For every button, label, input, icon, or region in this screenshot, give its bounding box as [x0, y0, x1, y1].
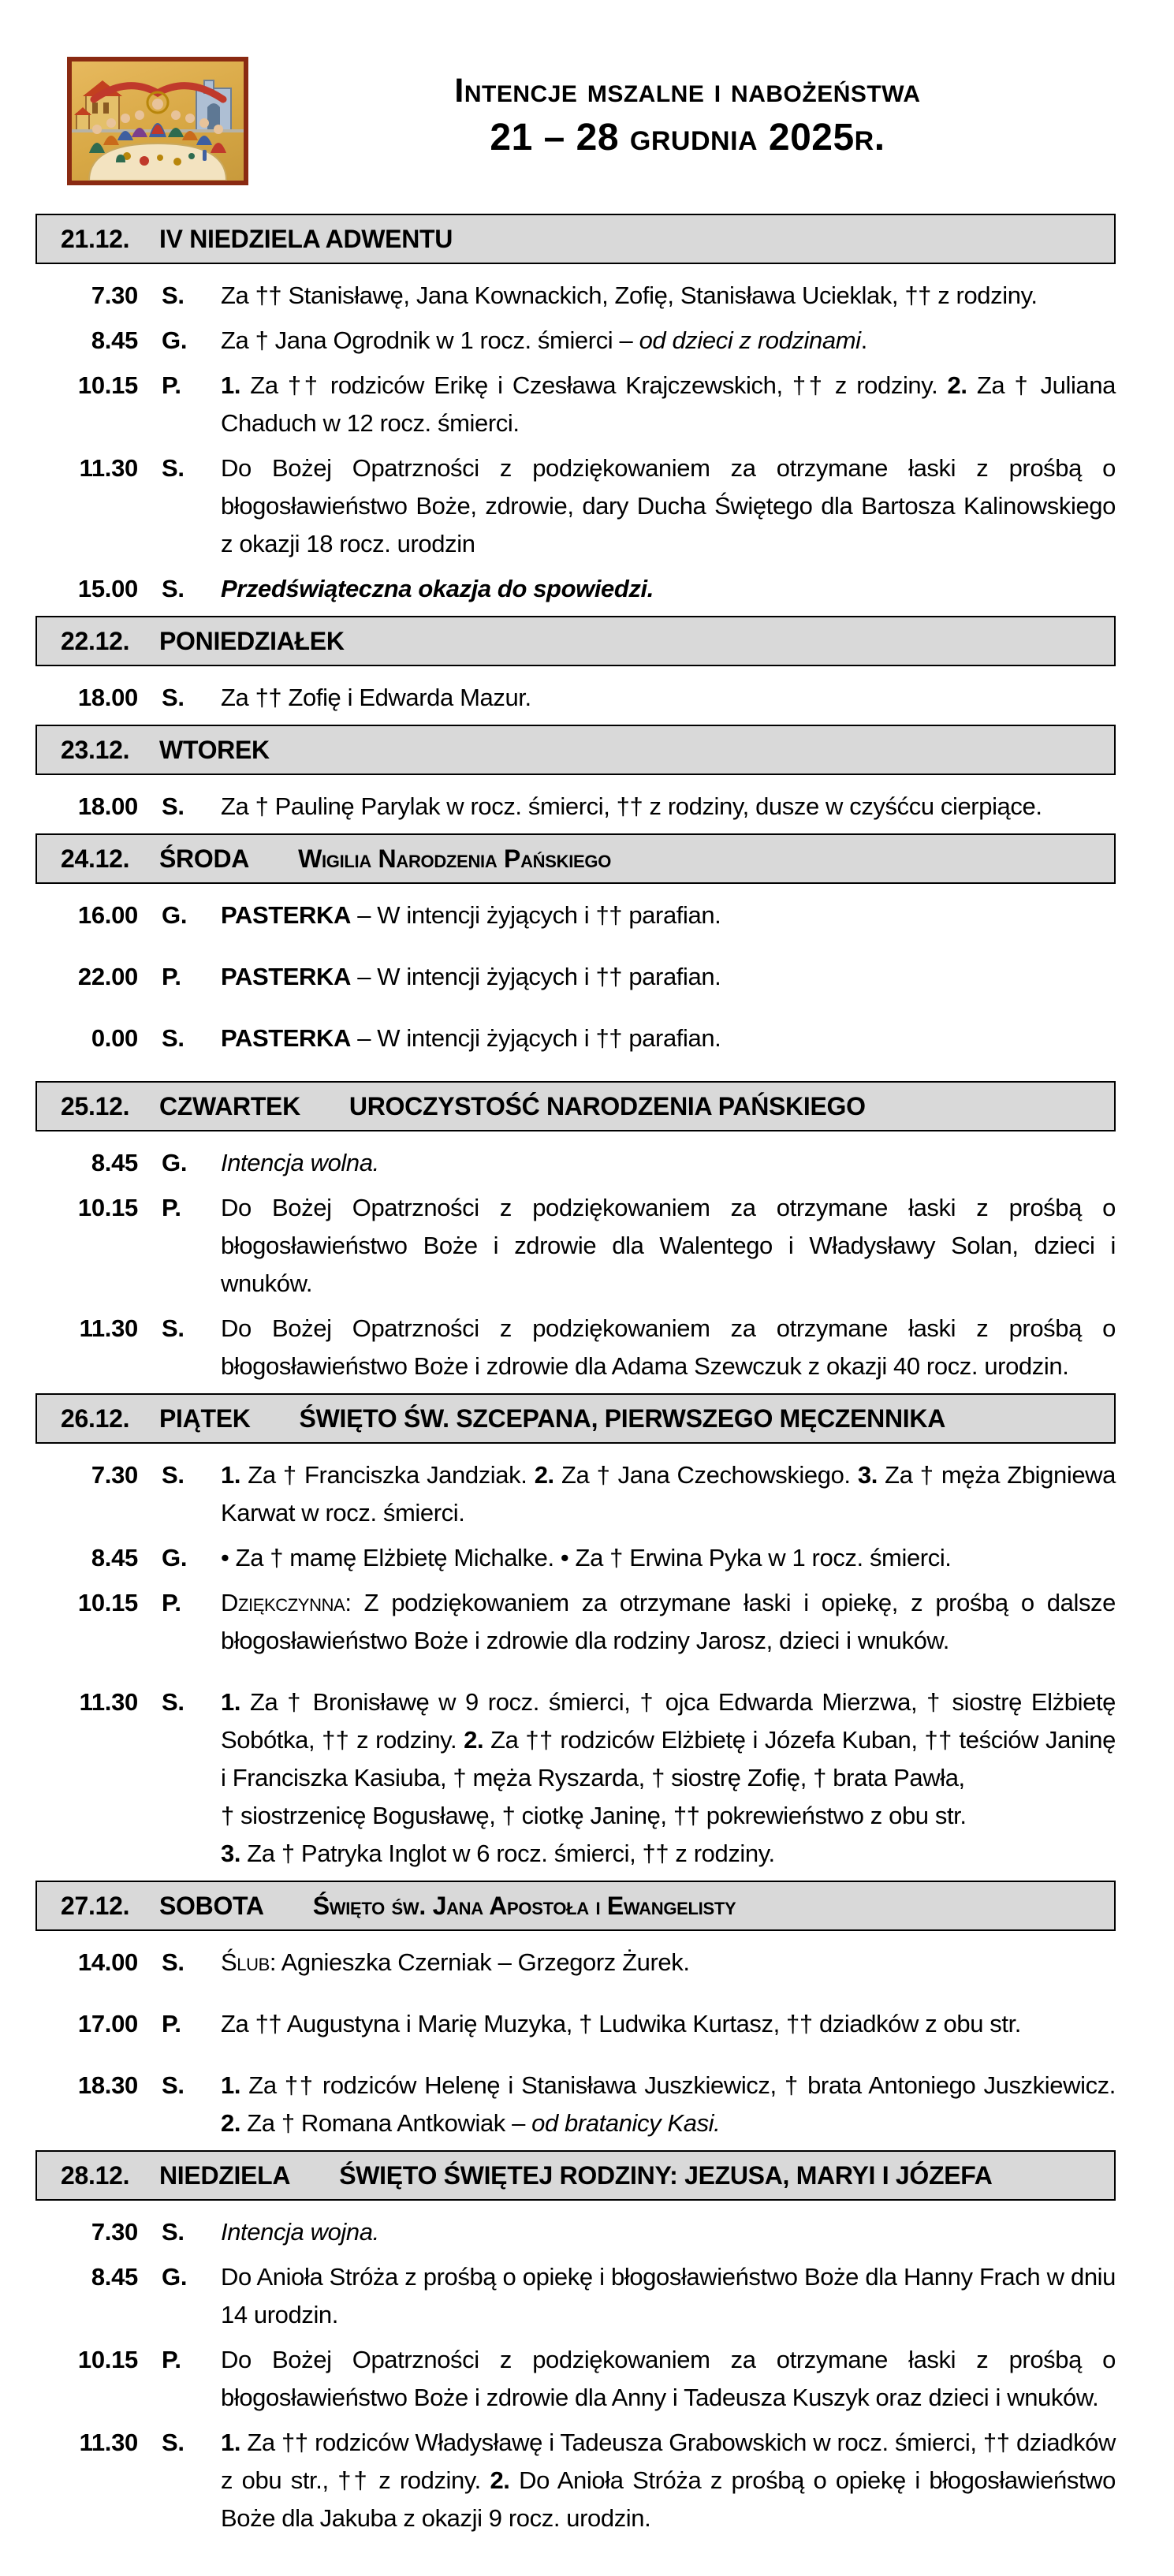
day-title: [159, 844, 611, 874]
mass-time: 18.00: [77, 684, 138, 711]
text-segment: ŚWIĘTO ŚW. SZCEPANA, PIERWSZEGO MĘCZENNIKA: [299, 1404, 946, 1433]
mass-time: 10.15: [77, 1194, 138, 1221]
priest-code: G.: [162, 1544, 188, 1571]
bulletin-date-range: 21 – 28 grudnia 2025r.: [490, 117, 885, 159]
mass-time: 7.30: [91, 1461, 138, 1489]
bulletin-title: Intencje mszalne i nabożeństwa: [454, 72, 921, 110]
day-date: 28.12.: [61, 2160, 130, 2190]
intention-text: [221, 1310, 1116, 1385]
priest-code: S.: [162, 1948, 184, 1976]
priest-code: P.: [162, 2346, 181, 2373]
intention-text: [221, 2213, 1116, 2251]
text-segment: PIĄTEK: [159, 1404, 251, 1433]
intention-text: [221, 570, 1116, 608]
priest-code: S.: [162, 2218, 184, 2246]
day-section: [35, 616, 1116, 717]
text-segment: Do Bożej Opatrzności z podziękowaniem za otrzymane łaski z prośbą o błogosławieństwo Boże i zdrowie dla Anny i Tadeusza Kuszyk oraz dzieci i wnuków.: [221, 2346, 1116, 2411]
intention-row: [35, 2258, 1116, 2334]
mass-time: 7.30: [91, 2218, 138, 2246]
day-header: [35, 214, 1116, 264]
intention-text: [221, 2424, 1116, 2537]
day-section: [35, 1081, 1116, 1385]
text-segment: Za † Franciszka Jandziak.: [240, 1461, 535, 1489]
text-segment: ŚWIĘTO ŚWIĘTEJ RODZINY: JEZUSA, MARYI I JÓZEFA: [339, 2160, 993, 2190]
text-segment: WTOREK: [159, 735, 270, 764]
text-segment: – W intencji żyjących i †† parafian.: [351, 963, 721, 990]
text-segment: : Z podziękowaniem za otrzymane łaski i opiekę, z prośbą o dalsze błogosławieństwo Boże i zdrowie dla rodziny Jarosz, dzieci i wnuków.: [221, 1589, 1116, 1654]
text-segment: 1.: [221, 2429, 241, 2456]
last-supper-icon: [67, 57, 248, 185]
day-title: [159, 2161, 993, 2190]
text-segment: Dziękczynna: [221, 1589, 345, 1616]
day-header: [35, 1081, 1116, 1131]
text-segment: 3.: [221, 1840, 241, 1867]
schedule: [0, 214, 1174, 2576]
intention-row: [35, 2424, 1116, 2537]
intention-text: [221, 958, 1116, 996]
intention-row: [35, 277, 1116, 315]
intention-text: [221, 1683, 1116, 1873]
day-title: [159, 1404, 945, 1433]
intention-text: [221, 1456, 1116, 1532]
priest-code: P.: [162, 371, 181, 399]
day-title: [159, 1892, 736, 1921]
day-date: 23.12.: [61, 735, 130, 764]
text-segment: Ślub: [221, 1948, 270, 1976]
day-header: [35, 1881, 1116, 1931]
text-segment: Intencja wolna.: [221, 1149, 379, 1176]
text-segment: 2.: [947, 371, 967, 399]
text-segment: Przedświąteczna okazja do spowiedzi.: [221, 575, 654, 602]
day-header: [35, 725, 1116, 775]
intention-row: [35, 570, 1116, 608]
text-segment: NIEDZIELA: [159, 2160, 291, 2190]
text-segment: ŚRODA: [159, 844, 250, 873]
text-segment: od dzieci z rodzinami: [639, 326, 861, 354]
priest-code: P.: [162, 2010, 181, 2037]
text-segment: Intencja wojna.: [221, 2218, 379, 2246]
day-date: 24.12.: [61, 844, 130, 873]
text-segment: Za † Bronisławę w 9 rocz. śmierci, † ojca Edwarda Mierzwa, † siostrę Elżbietę Sobótka, †† z rodziny.: [221, 1688, 1116, 1754]
day-section: [35, 1881, 1116, 2142]
text-segment: Za †† rodziców Elżbietę i Józefa Kuban, †† teściów Janinę i Franciszka Kasiuba, † męża Ryszarda, † siostrę Zofię, † brata Pawła,: [221, 1726, 1116, 1791]
day-date: 27.12.: [61, 1891, 130, 1920]
priest-code: S.: [162, 792, 184, 820]
intention-text: [221, 1584, 1116, 1660]
mass-time: 8.45: [91, 1149, 138, 1176]
intention-row: [35, 2213, 1116, 2251]
text-segment: Do Bożej Opatrzności z podziękowaniem za otrzymane łaski z prośbą o błogosławieństwo Boże i zdrowie dla Walentego i Władysławy Solan, dzieci i wnuków.: [221, 1194, 1116, 1297]
text-segment: – W intencji żyjących i †† parafian.: [351, 1024, 721, 1052]
intention-text: [221, 2341, 1116, 2417]
text-segment: Do Anioła Stróża z prośbą o opiekę i błogosławieństwo Boże dla Hanny Frach w dniu 14 urodzin.: [221, 2263, 1116, 2328]
text-segment: • Za † mamę Elżbietę Michalke. • Za † Erwina Pyka w 1 rocz. śmierci.: [221, 1544, 952, 1571]
text-segment: Za †† rodziców Władysławę i Tadeusza Grabowskich w rocz. śmierci, †† dziadków z obu str., †† z rodziny.: [221, 2429, 1116, 2494]
priest-code: G.: [162, 2263, 188, 2291]
text-segment: 2.: [490, 2466, 510, 2494]
day-section: [35, 2150, 1116, 2537]
priest-code: G.: [162, 901, 188, 929]
priest-code: S.: [162, 2429, 184, 2456]
intention-text: [221, 322, 1116, 360]
mass-time: 22.00: [77, 963, 138, 990]
text-segment: PASTERKA: [221, 963, 352, 990]
priest-code: G.: [162, 326, 188, 354]
intention-row: [35, 1944, 1116, 1981]
intention-text: [221, 1944, 1116, 1981]
intention-row: [35, 367, 1116, 442]
mass-time: 17.00: [77, 2010, 138, 2037]
intention-row: [35, 322, 1116, 360]
text-segment: .: [860, 326, 867, 354]
text-segment: Do Bożej Opatrzności z podziękowaniem za otrzymane łaski z prośbą o błogosławieństwo Boże, zdrowie, dary Ducha Świętego dla Bartosza Kalinowskiego z okazji 18 rocz. urodzin: [221, 454, 1116, 557]
day-title: [159, 1092, 866, 1121]
text-segment: 2.: [464, 1726, 484, 1754]
priest-code: P.: [162, 1194, 181, 1221]
day-header: [35, 1393, 1116, 1444]
priest-code: P.: [162, 1589, 181, 1616]
priest-code: S.: [162, 281, 184, 309]
intention-text: [221, 1189, 1116, 1303]
text-segment: Za † Paulinę Parylak w rocz. śmierci, †† z rodziny, dusze w czyśćcu cierpiące.: [221, 792, 1042, 820]
intention-row: [35, 1683, 1116, 1873]
text-segment: PASTERKA: [221, 901, 352, 929]
text-segment: 2.: [221, 2109, 241, 2137]
priest-code: S.: [162, 2071, 184, 2099]
mass-time: 8.45: [91, 1544, 138, 1571]
bulletin-header: [0, 0, 1174, 206]
text-segment: 1.: [221, 1461, 241, 1489]
mass-time: 7.30: [91, 281, 138, 309]
mass-time: 8.45: [91, 326, 138, 354]
bulletin-title-block: [248, 57, 1127, 162]
day-date: 25.12.: [61, 1091, 130, 1120]
text-segment: UROCZYSTOŚĆ NARODZENIA PAŃSKIEGO: [348, 1091, 866, 1120]
priest-code: S.: [162, 1688, 184, 1716]
mass-time: 18.00: [77, 792, 138, 820]
text-segment: 1.: [221, 371, 241, 399]
day-section: [35, 1393, 1116, 1873]
intention-row: [35, 1189, 1116, 1303]
mass-time: 16.00: [77, 901, 138, 929]
day-header: [35, 616, 1116, 666]
intention-text: [221, 1020, 1116, 1057]
intention-text: [221, 2005, 1116, 2043]
intention-row: [35, 897, 1116, 934]
text-segment: Za †† Augustyna i Marię Muzyka, † Ludwika Kurtasz, †† dziadków z obu str.: [221, 2010, 1021, 2037]
intention-text: [221, 1539, 1116, 1577]
priest-code: S.: [162, 575, 184, 602]
intention-text: [221, 897, 1116, 934]
mass-time: 18.30: [77, 2071, 138, 2099]
text-segment: Do Anioła Stróża z prośbą o opiekę i błogosławieństwo Boże dla Jakuba z okazji 9 rocz. urodzin.: [221, 2466, 1116, 2532]
day-header: [35, 2150, 1116, 2201]
mass-time: 8.45: [91, 2263, 138, 2291]
day-date: 22.12.: [61, 626, 130, 655]
mass-time: 11.30: [79, 454, 138, 482]
text-segment: Za †† Zofię i Edwarda Mazur.: [221, 684, 531, 711]
intention-text: [221, 2258, 1116, 2334]
mass-time: 11.30: [79, 1314, 138, 1342]
text-segment: : Agnieszka Czerniak – Grzegorz Żurek.: [269, 1948, 690, 1976]
text-segment: Święto św. Jana Apostoła i Ewangelisty: [312, 1891, 736, 1920]
mass-time: 15.00: [77, 575, 138, 602]
text-segment: Za † Jana Ogrodnik w 1 rocz. śmierci –: [221, 326, 639, 354]
intention-text: [221, 788, 1116, 826]
text-segment: CZWARTEK: [159, 1091, 300, 1120]
text-segment: Za † Patryka Inglot w 6 rocz. śmierci, †† z rodziny.: [240, 1840, 775, 1867]
text-segment: od bratanicy Kasi.: [531, 2109, 721, 2137]
mass-time: 14.00: [77, 1948, 138, 1976]
priest-code: S.: [162, 454, 184, 482]
priest-code: P.: [162, 963, 181, 990]
intention-row: [35, 2005, 1116, 2043]
day-title: [159, 736, 270, 765]
text-segment: PASTERKA: [221, 1024, 352, 1052]
text-segment: Do Bożej Opatrzności z podziękowaniem za otrzymane łaski z prośbą o błogosławieństwo Boże i zdrowie dla Adama Szewczuk z okazji 40 rocz. urodzin.: [221, 1314, 1116, 1380]
intention-text: [221, 679, 1116, 717]
text-segment: Za †† Stanisławę, Jana Kownackich, Zofię, Stanisława Ucieklak, †† z rodziny.: [221, 281, 1038, 309]
intention-row: [35, 788, 1116, 826]
intention-row: [35, 1310, 1116, 1385]
intention-row: [35, 2067, 1116, 2142]
text-segment: Za †† rodziców Helenę i Stanisława Juszkiewicz, † brata Antoniego Juszkiewicz.: [240, 2071, 1116, 2099]
text-segment: SOBOTA: [159, 1891, 264, 1920]
day-section: [35, 725, 1116, 826]
day-title: [159, 627, 345, 656]
priest-code: S.: [162, 1314, 184, 1342]
text-segment: Wigilia Narodzenia Pańskiego: [298, 844, 612, 873]
text-segment: Za † męża Zbigniewa Karwat w rocz. śmierci.: [221, 1461, 1116, 1527]
intention-row: [35, 1456, 1116, 1532]
text-segment: Za † Romana Antkowiak –: [240, 2109, 532, 2137]
mass-time: 10.15: [77, 2346, 138, 2373]
text-segment: IV NIEDZIELA ADWENTU: [159, 224, 453, 253]
intention-row: [35, 1539, 1116, 1577]
intention-row: [35, 1584, 1116, 1660]
day-section: [35, 214, 1116, 608]
mass-time: 10.15: [77, 371, 138, 399]
priest-code: G.: [162, 1149, 188, 1176]
text-segment: Za † Juliana Chaduch w 12 rocz. śmierci.: [221, 371, 1116, 437]
text-segment: 2.: [534, 1461, 554, 1489]
day-date: 21.12.: [61, 224, 130, 253]
priest-code: S.: [162, 1024, 184, 1052]
intention-row: [35, 1144, 1116, 1182]
intention-row: [35, 679, 1116, 717]
text-segment: 1.: [221, 2071, 241, 2099]
priest-code: S.: [162, 1461, 184, 1489]
mass-time: 0.00: [91, 1024, 138, 1052]
mass-time: 11.30: [79, 1688, 138, 1716]
day-date: 26.12.: [61, 1404, 130, 1433]
text-segment: 1.: [221, 1688, 241, 1716]
intention-text: [221, 449, 1116, 563]
intention-text: [221, 2067, 1116, 2142]
intention-row: [35, 958, 1116, 996]
text-segment: 3.: [857, 1461, 878, 1489]
day-section: [35, 833, 1116, 1057]
day-title: [159, 225, 453, 254]
intention-text: [221, 277, 1116, 315]
day-header: [35, 833, 1116, 884]
text-segment: Za † Jana Czechowskiego.: [553, 1461, 858, 1489]
intention-text: [221, 1144, 1116, 1182]
intention-row: [35, 2341, 1116, 2417]
text-segment: PONIEDZIAŁEK: [159, 626, 345, 655]
priest-code: S.: [162, 684, 184, 711]
mass-time: 11.30: [79, 2429, 138, 2456]
intention-text: [221, 367, 1116, 442]
intention-row: [35, 449, 1116, 563]
intention-row: [35, 1020, 1116, 1057]
mass-time: 10.15: [77, 1589, 138, 1616]
text-segment: † siostrzenicę Bogusławę, † ciotkę Janinę, †† pokrewieństwo z obu str.: [221, 1802, 967, 1829]
text-segment: – W intencji żyjących i †† parafian.: [351, 901, 721, 929]
text-segment: Za †† rodziców Erikę i Czesława Krajczewskich, †† z rodziny.: [240, 371, 948, 399]
